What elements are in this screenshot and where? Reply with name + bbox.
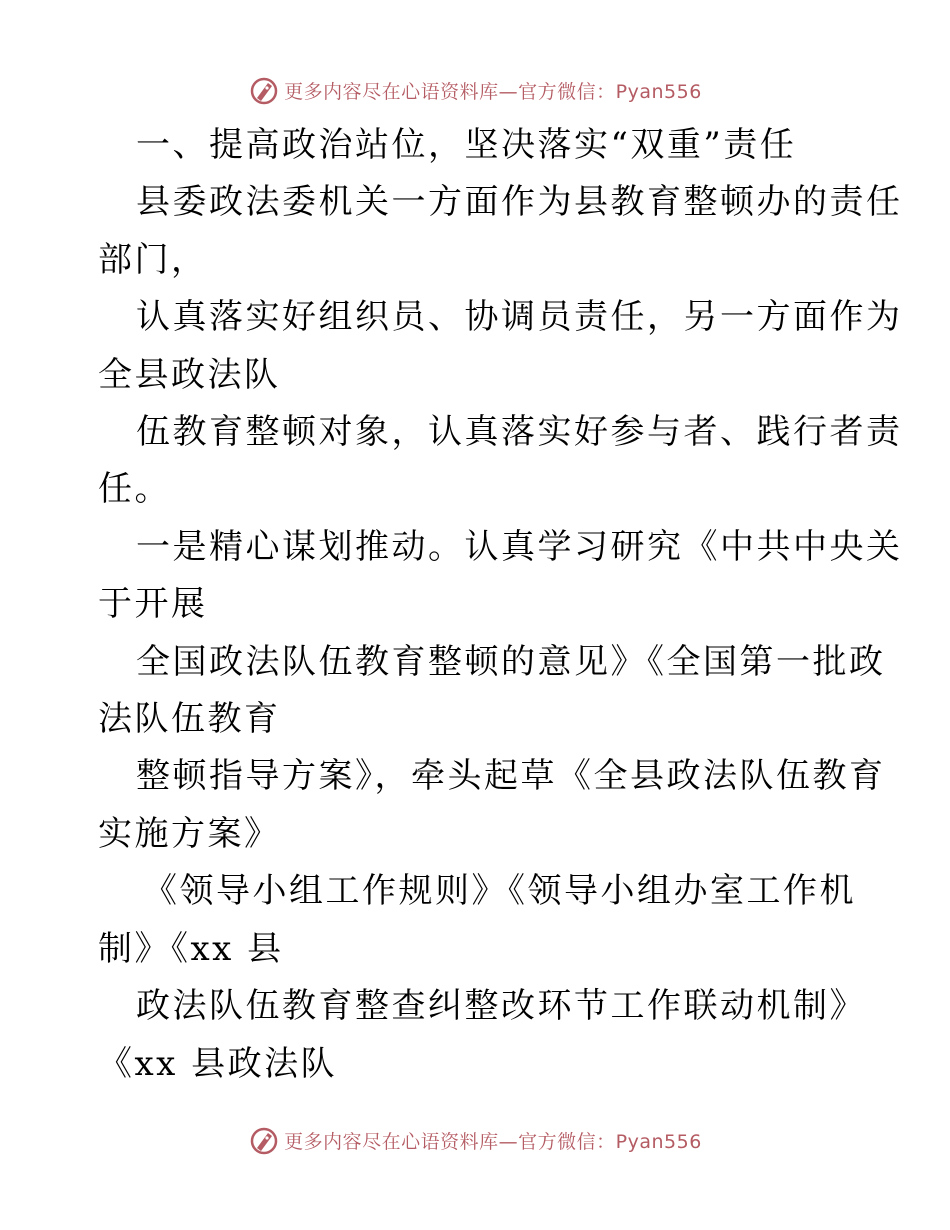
text-line: 政法队伍教育整查纠整改环节工作联动机制》 bbox=[136, 986, 866, 1027]
text-line: 任。 bbox=[98, 469, 171, 510]
footer-watermark bbox=[0, 1123, 950, 1157]
section-heading: 一、提高政治站位，坚决落实“双重”责任 bbox=[136, 125, 797, 165]
text-line: 《领导小组工作规则》《领导小组办室工作机 bbox=[143, 871, 856, 912]
text-line: 法队伍教育 bbox=[98, 699, 281, 740]
text-line: 于开展 bbox=[98, 584, 208, 625]
pen-nib-logo-icon bbox=[248, 1124, 280, 1156]
text-line: 全县政法队 bbox=[98, 354, 281, 395]
text-line: 县委政法委机关一方面作为县教育整顿办的责任 bbox=[136, 182, 903, 223]
text-line: 全国政法队伍教育整顿的意见》《全国第一批政 bbox=[136, 641, 886, 682]
text-line: 制》《xx 县 bbox=[98, 928, 284, 969]
header-watermark bbox=[0, 73, 950, 107]
pen-nib-logo-icon bbox=[248, 74, 280, 106]
text-line: 认真落实好组织员、协调员责任，另一方面作为 bbox=[136, 297, 903, 338]
watermark-text: 更多内容尽在心语资料库—官方微信：Pyan556 bbox=[284, 80, 702, 103]
text-line: 一是精心谋划推动。认真学习研究《中共中央关 bbox=[136, 526, 903, 567]
text-line: 实施方案》 bbox=[98, 813, 281, 854]
document-body bbox=[98, 117, 903, 1093]
text-line: 伍教育整顿对象，认真落实好参与者、践行者责 bbox=[136, 412, 903, 453]
watermark-text: 更多内容尽在心语资料库—官方微信：Pyan556 bbox=[284, 1130, 702, 1153]
text-line: 部门， bbox=[98, 239, 208, 280]
text-line: 《xx 县政法队 bbox=[98, 1043, 338, 1084]
text-line: 整顿指导方案》，牵头起草《全县政法队伍教育 bbox=[136, 756, 886, 797]
